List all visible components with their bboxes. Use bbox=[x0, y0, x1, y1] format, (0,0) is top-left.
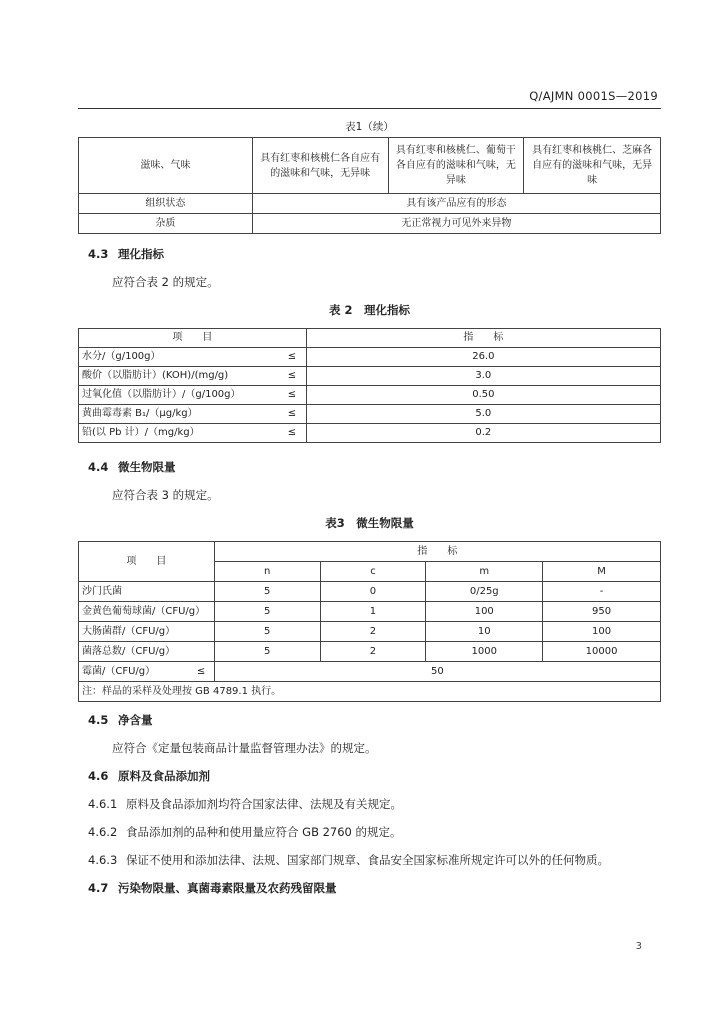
table-row bbox=[79, 386, 661, 405]
table2-item: 铅(以 Pb 计）/（mg/kg） bbox=[79, 424, 279, 443]
table3-subhead-M: M bbox=[543, 562, 661, 582]
table2-head-index: 指 标 bbox=[306, 329, 660, 348]
section-4-4-text: 应符合表 3 的规定。 bbox=[112, 488, 219, 502]
table1-merged-cell: 无正常视力可见外来异物 bbox=[252, 214, 660, 234]
section-4-5-heading bbox=[88, 712, 153, 728]
table1-item: 滋味、气味 bbox=[79, 138, 253, 194]
table3-note: 注：样品的采样及处理按 GB 4789.1 执行。 bbox=[79, 682, 661, 702]
table1-cell: 具有红枣和核桃仁各自应有的滋味和气味，无异味 bbox=[252, 138, 388, 194]
table3-subhead-m: m bbox=[426, 562, 543, 582]
table3-M: 950 bbox=[543, 602, 661, 622]
table2-caption: 表 2 理化指标 bbox=[328, 303, 410, 317]
table3-M: 100 bbox=[543, 622, 661, 642]
table2-op: ≤ bbox=[278, 405, 306, 424]
section-title: 净含量 bbox=[118, 713, 153, 727]
section-4-4-heading bbox=[88, 459, 176, 475]
standard-code: Q/AJMN 0001S—2019 bbox=[529, 89, 658, 103]
section-number: 4.4 bbox=[88, 460, 109, 474]
section-4-7-heading bbox=[88, 880, 337, 896]
subsection-number: 4.6.2 bbox=[88, 825, 118, 839]
table3-n: 5 bbox=[214, 602, 320, 622]
table2-op: ≤ bbox=[278, 348, 306, 367]
table3-m: 0/25g bbox=[426, 582, 543, 602]
table-row bbox=[79, 582, 661, 602]
section-title: 理化指标 bbox=[118, 247, 164, 261]
table1-cell: 具有红枣和核桃仁、芝麻各自应有的滋味和气味，无异味 bbox=[524, 138, 661, 194]
table-row bbox=[79, 602, 661, 622]
table2-item: 黄曲霉毒素 B₁/（μg/kg） bbox=[79, 405, 279, 424]
table3-caption: 表3 微生物限量 bbox=[325, 516, 414, 530]
section-4-3-heading bbox=[88, 246, 164, 262]
table3-n: 5 bbox=[214, 622, 320, 642]
table3-head-index: 指 标 bbox=[214, 542, 660, 562]
table2-value: 26.0 bbox=[306, 348, 660, 367]
table3-mold-row bbox=[79, 662, 661, 682]
table1 bbox=[78, 137, 661, 234]
table2-value: 0.2 bbox=[306, 424, 660, 443]
table3-head-item: 项 目 bbox=[79, 542, 215, 582]
table3-header-row bbox=[79, 542, 661, 562]
table-row bbox=[79, 622, 661, 642]
table3-m: 1000 bbox=[426, 642, 543, 662]
table3-item: 菌落总数/（CFU/g） bbox=[79, 642, 215, 662]
page-number: 3 bbox=[635, 941, 642, 952]
section-number: 4.7 bbox=[88, 881, 109, 895]
section-title: 微生物限量 bbox=[118, 460, 176, 474]
table-row bbox=[79, 367, 661, 386]
table3-item: 大肠菌群/（CFU/g） bbox=[79, 622, 215, 642]
table1-cell: 具有红枣和核桃仁、葡萄干各自应有的滋味和气味，无异味 bbox=[388, 138, 524, 194]
table3-n: 5 bbox=[214, 582, 320, 602]
section-4-5-text: 应符合《定量包装商品计量监督管理办法》的规定。 bbox=[112, 741, 377, 755]
table3-subhead-n: n bbox=[214, 562, 320, 582]
table-row bbox=[79, 424, 661, 443]
table3-M: 10000 bbox=[543, 642, 661, 662]
subsection-text: 食品添加剂的品种和使用量应符合 GB 2760 的规定。 bbox=[126, 825, 402, 839]
header-rule bbox=[78, 108, 661, 109]
table3-mold-op: ≤ bbox=[188, 662, 214, 682]
table2-item: 酸价（以脂肪计）(KOH)/(mg/g) bbox=[79, 367, 279, 386]
table3-item: 金黄色葡萄球菌/（CFU/g） bbox=[79, 602, 215, 622]
table1-row bbox=[79, 138, 661, 194]
table2-op: ≤ bbox=[278, 386, 306, 405]
table3-subhead-c: c bbox=[320, 562, 426, 582]
subsection-4-6-3 bbox=[88, 852, 609, 868]
subsection-4-6-2 bbox=[88, 824, 402, 840]
table1-item: 组织状态 bbox=[79, 194, 253, 214]
table-row bbox=[79, 405, 661, 424]
table-row bbox=[79, 348, 661, 367]
table2-value: 3.0 bbox=[306, 367, 660, 386]
table2-op: ≤ bbox=[278, 367, 306, 386]
table3-c: 2 bbox=[320, 622, 426, 642]
table2-item: 过氧化值（以脂肪计）/（g/100g） bbox=[79, 386, 279, 405]
table3-item: 沙门氏菌 bbox=[79, 582, 215, 602]
table3-mold-value: 50 bbox=[214, 662, 660, 682]
table3-M: - bbox=[543, 582, 661, 602]
subsection-number: 4.6.1 bbox=[88, 797, 118, 811]
subsection-text: 保证不使用和添加法律、法规、国家部门规章、食品安全国家标准所规定许可以外的任何物质。 bbox=[126, 853, 609, 867]
table2-op: ≤ bbox=[278, 424, 306, 443]
subsection-4-6-1 bbox=[88, 796, 402, 812]
table2-head-item: 项 目 bbox=[79, 329, 307, 348]
table3-n: 5 bbox=[214, 642, 320, 662]
table-row bbox=[79, 642, 661, 662]
section-number: 4.3 bbox=[88, 247, 109, 261]
table3-note-row bbox=[79, 682, 661, 702]
section-title: 原料及食品添加剂 bbox=[118, 769, 210, 783]
section-number: 4.5 bbox=[88, 713, 109, 727]
subsection-text: 原料及食品添加剂均符合国家法律、法规及有关规定。 bbox=[126, 797, 402, 811]
table2-value: 5.0 bbox=[306, 405, 660, 424]
table3-c: 1 bbox=[320, 602, 426, 622]
table2-header-row bbox=[79, 329, 661, 348]
section-4-3-text: 应符合表 2 的规定。 bbox=[112, 275, 219, 289]
section-4-6-heading bbox=[88, 768, 210, 784]
table3-c: 0 bbox=[320, 582, 426, 602]
table2-item: 水分/（g/100g） bbox=[79, 348, 279, 367]
table1-row bbox=[79, 194, 661, 214]
table3-mold-item: 霉菌/（CFU/g） bbox=[79, 662, 189, 682]
table1-merged-cell: 具有该产品应有的形态 bbox=[252, 194, 660, 214]
table2 bbox=[78, 328, 661, 443]
table1-item: 杂质 bbox=[79, 214, 253, 234]
subsection-number: 4.6.3 bbox=[88, 853, 118, 867]
table1-caption: 表1（续） bbox=[345, 121, 394, 133]
table3-m: 10 bbox=[426, 622, 543, 642]
table3-m: 100 bbox=[426, 602, 543, 622]
section-title: 污染物限量、真菌毒素限量及农药残留限量 bbox=[118, 881, 337, 895]
section-number: 4.6 bbox=[88, 769, 109, 783]
table2-value: 0.50 bbox=[306, 386, 660, 405]
table3-c: 2 bbox=[320, 642, 426, 662]
table3 bbox=[78, 541, 661, 702]
table1-row bbox=[79, 214, 661, 234]
